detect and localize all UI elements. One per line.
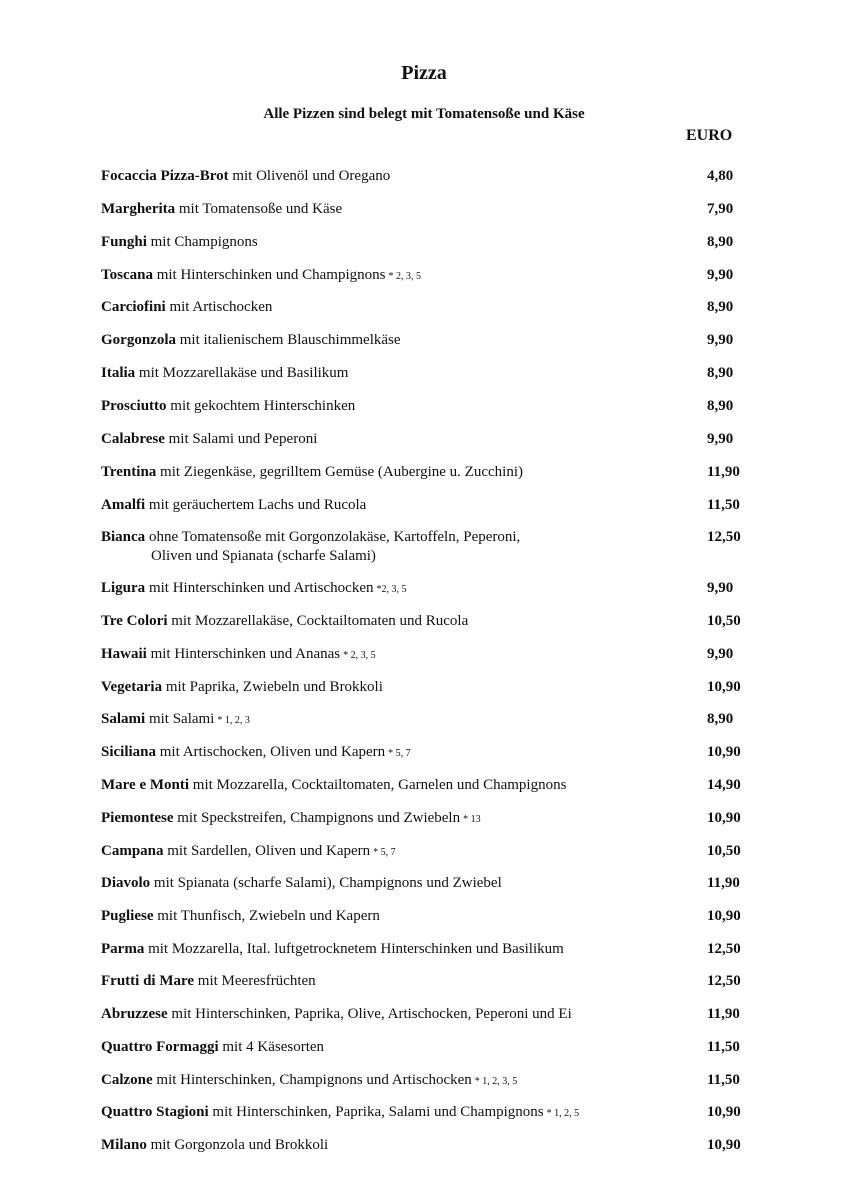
menu-item-description: mit 4 Käsesorten xyxy=(222,1039,325,1055)
menu-item-price: 11,90 xyxy=(707,1006,740,1022)
menu-item-name: Hawaii xyxy=(101,646,147,662)
menu-item-description: mit Paprika, Zwiebeln und Brokkoli xyxy=(165,679,383,695)
menu-item-name: Salami xyxy=(101,711,146,727)
menu-item xyxy=(101,364,761,383)
menu-item xyxy=(101,200,761,219)
menu-item-price: 11,90 xyxy=(707,464,740,480)
menu-item xyxy=(101,496,761,515)
menu-item-price: 11,50 xyxy=(707,1072,740,1088)
menu-item-name: Piemontese xyxy=(101,810,174,826)
menu-item-description: mit Sardellen, Oliven und Kapern xyxy=(167,843,371,859)
menu-item-name: Parma xyxy=(101,941,145,957)
menu-item-name: Trentina xyxy=(101,464,157,480)
menu-item xyxy=(101,528,761,566)
menu-item-additive-notes: *2, 3, 5 xyxy=(376,584,407,595)
menu-item-description: mit Hinterschinken und Ananas xyxy=(150,646,341,662)
menu-item-name: Frutti di Mare xyxy=(101,973,195,989)
menu-item-name: Toscana xyxy=(101,267,153,283)
menu-item-description: mit Hinterschinken und Artischocken xyxy=(148,580,374,596)
menu-item-description: mit Salami und Peperoni xyxy=(168,431,318,447)
menu-item-price: 11,50 xyxy=(707,497,740,513)
menu-item xyxy=(101,463,761,482)
menu-item xyxy=(101,972,761,991)
menu-item-description: mit Tomatensoße und Käse xyxy=(178,201,343,217)
menu-item-price: 8,90 xyxy=(707,234,734,250)
menu-item-price: 9,90 xyxy=(707,267,734,283)
menu-item-additive-notes: * 5, 7 xyxy=(373,847,396,858)
menu-item-price: 8,90 xyxy=(707,711,734,727)
menu-item-price: 9,90 xyxy=(707,580,734,596)
menu-item-name: Vegetaria xyxy=(101,679,163,695)
menu-item-description: mit geräuchertem Lachs und Rucola xyxy=(148,497,367,513)
menu-item-price: 10,50 xyxy=(707,613,741,629)
menu-item-name: Quattro Formaggi xyxy=(101,1039,219,1055)
menu-item-description: mit Mozzarellakäse und Basilikum xyxy=(138,365,349,381)
menu-item-price: 10,90 xyxy=(707,810,741,826)
menu-item-additive-notes: * 1, 2, 5 xyxy=(546,1108,580,1119)
menu-item-name: Carciofini xyxy=(101,299,166,315)
menu-item xyxy=(101,298,761,317)
menu-item xyxy=(101,645,761,665)
menu-item-name: Tre Colori xyxy=(101,613,168,629)
menu-item-price: 10,90 xyxy=(707,1104,741,1120)
menu-item-additive-notes: * 2, 3, 5 xyxy=(388,271,421,282)
menu-item-description: mit Olivenöl und Oregano xyxy=(232,168,391,184)
page-title: Pizza xyxy=(401,62,447,84)
menu-item-name: Diavolo xyxy=(101,875,151,891)
menu-item-name: Amalfi xyxy=(101,497,146,513)
menu-item-description: mit Ziegenkäse, gegrilltem Gemüse (Aubergine u. Zucchini) xyxy=(160,464,523,480)
menu-item-price: 8,90 xyxy=(707,299,734,315)
menu-item-price: 7,90 xyxy=(707,201,734,217)
menu-item-description: mit Artischocken xyxy=(169,299,273,315)
menu-item-name: Italia xyxy=(101,365,136,381)
menu-item xyxy=(101,842,761,862)
menu-item-description: mit Champignons xyxy=(150,234,258,250)
menu-item xyxy=(101,776,761,795)
menu-item-description: mit Meeresfrüchten xyxy=(197,973,316,989)
menu-item-description: mit gekochtem Hinterschinken xyxy=(170,398,356,414)
menu-item-additive-notes: * 2, 3, 5 xyxy=(343,650,376,661)
menu-item-price: 9,90 xyxy=(707,646,734,662)
menu-item xyxy=(101,874,761,893)
menu-item xyxy=(101,678,761,697)
price-column-header: EURO xyxy=(686,127,733,144)
menu-item xyxy=(101,430,761,449)
menu-item-price: 9,90 xyxy=(707,332,734,348)
menu-item xyxy=(101,940,761,959)
menu-item-description: mit Gorgonzola und Brokkoli xyxy=(150,1137,329,1153)
menu-item-description: mit Mozzarellakäse, Cocktailtomaten und Rucola xyxy=(171,613,469,629)
menu-item-additive-notes: * 1, 2, 3 xyxy=(217,715,250,726)
menu-item xyxy=(101,710,761,730)
menu-item xyxy=(101,233,761,252)
menu-item-description: mit Mozzarella, Ital. luftgetrocknetem Hinterschinken und Basilikum xyxy=(148,941,564,957)
menu-item-name: Mare e Monti xyxy=(101,777,190,793)
menu-item-price: 8,90 xyxy=(707,398,734,414)
menu-item xyxy=(101,907,761,926)
menu-item-price: 9,90 xyxy=(707,431,734,447)
menu-item-price: 12,50 xyxy=(707,941,741,957)
menu-item-name: Margherita xyxy=(101,201,176,217)
menu-item-name: Siciliana xyxy=(101,744,157,760)
menu-item-description: mit Artischocken, Oliven und Kapern xyxy=(159,744,386,760)
menu-item xyxy=(101,612,761,631)
menu-item-description: mit Hinterschinken, Champignons und Artischocken xyxy=(156,1072,472,1088)
menu-item-price: 10,90 xyxy=(707,679,741,695)
menu-item-description: mit Speckstreifen, Champignons und Zwiebeln xyxy=(177,810,461,826)
menu-item xyxy=(101,1103,761,1123)
menu-item-price: 11,90 xyxy=(707,875,740,891)
menu-item-name: Funghi xyxy=(101,234,147,250)
menu-item-price: 10,90 xyxy=(707,908,741,924)
menu-item-price: 8,90 xyxy=(707,365,734,381)
menu-item-name: Prosciutto xyxy=(101,398,167,414)
menu-item-name: Campana xyxy=(101,843,164,859)
menu-item-name: Calzone xyxy=(101,1072,153,1088)
menu-item-price: 10,50 xyxy=(707,843,741,859)
menu-item xyxy=(101,579,761,599)
menu-item-price: 10,90 xyxy=(707,1137,741,1153)
menu-item-description: mit Thunfisch, Zwiebeln und Kapern xyxy=(157,908,380,924)
menu-item-name: Focaccia Pizza-Brot xyxy=(101,168,229,184)
menu-item-price: 12,50 xyxy=(707,529,741,545)
menu-item-price: 14,90 xyxy=(707,777,741,793)
menu-item-description: mit Hinterschinken, Paprika, Olive, Artischocken, Peperoni und Ei xyxy=(171,1006,572,1022)
menu-item-description: mit Salami xyxy=(148,711,215,727)
menu-item xyxy=(101,809,761,829)
menu-item-name: Quattro Stagioni xyxy=(101,1104,209,1120)
menu-item-additive-notes: * 5, 7 xyxy=(388,748,411,759)
menu-item-additive-notes: * 13 xyxy=(463,814,481,825)
menu-item-name: Milano xyxy=(101,1137,147,1153)
menu-item-name: Calabrese xyxy=(101,431,165,447)
menu-item xyxy=(101,331,761,350)
menu-item-description-continued: Oliven und Spianata (scharfe Salami) xyxy=(151,548,376,564)
menu-item-price: 12,50 xyxy=(707,973,741,989)
menu-item xyxy=(101,397,761,416)
menu-item xyxy=(101,1038,761,1057)
menu-item-description: mit Mozzarella, Cocktailtomaten, Garnelen und Champignons xyxy=(192,777,567,793)
menu-item-name: Bianca xyxy=(101,529,146,545)
menu-item xyxy=(101,266,761,286)
menu-item-name: Abruzzese xyxy=(101,1006,168,1022)
page-subtitle: Alle Pizzen sind belegt mit Tomatensoße und Käse xyxy=(263,106,585,122)
menu-item xyxy=(101,1005,761,1024)
menu-item-name: Gorgonzola xyxy=(101,332,176,348)
menu-item-additive-notes: * 1, 2, 3, 5 xyxy=(474,1076,518,1087)
menu-item-description: mit Spianata (scharfe Salami), Champignons und Zwiebel xyxy=(153,875,502,891)
menu-item-description: mit Hinterschinken, Paprika, Salami und Champignons xyxy=(212,1104,544,1120)
menu-item-price: 10,90 xyxy=(707,744,741,760)
menu-item-price: 4,80 xyxy=(707,168,734,184)
menu-item-description: ohne Tomatensoße mit Gorgonzolakäse, Kartoffeln, Peperoni, xyxy=(148,529,521,545)
menu-item-description: mit italienischem Blauschimmelkäse xyxy=(179,332,401,348)
menu-item-price: 11,50 xyxy=(707,1039,740,1055)
menu-item xyxy=(101,743,761,763)
menu-item-name: Pugliese xyxy=(101,908,154,924)
menu-item xyxy=(101,1071,761,1091)
menu-item-description: mit Hinterschinken und Champignons xyxy=(156,267,386,283)
menu-item-name: Ligura xyxy=(101,580,146,596)
menu-item xyxy=(101,167,761,186)
menu-item xyxy=(101,1136,761,1155)
